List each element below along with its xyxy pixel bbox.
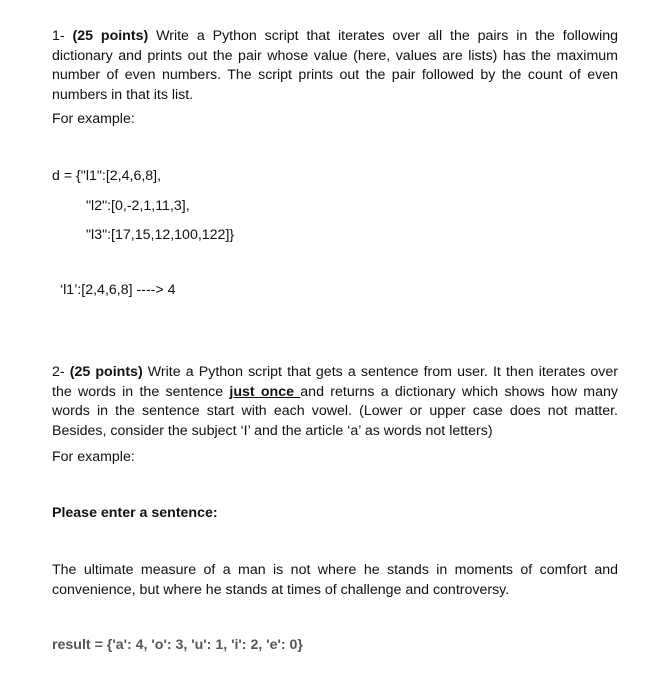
question-1-number: 1- (52, 28, 73, 44)
question-2-emphasis: just once (229, 383, 301, 400)
question-2-points: (25 points) (69, 364, 143, 380)
question-1-example-label: For example: (52, 111, 135, 127)
code-line-1: d = {"l1":[2,4,6,8], (52, 168, 162, 184)
sentence-prompt: Please enter a sentence: (52, 505, 218, 521)
question-2-result: result = {'a': 4, 'o': 3, 'u': 1, 'i': 2, 'e': 0} (52, 637, 303, 653)
example-sentence: The ultimate measure of a man is not where he stands in moments of comfort and convenience, but where he stands at times of challenge and controversy. (52, 562, 618, 598)
code-line-2: "l2":[0,-2,1,11,3], (86, 198, 190, 214)
question-2-example-label: For example: (52, 449, 135, 465)
question-1-output: ‘l1’:[2,4,6,8] ----> 4 (60, 282, 176, 298)
code-line-3: "l3":[17,15,12,100,122]} (86, 227, 235, 243)
question-2-body-start: Write a Python script that gets a sentence from user. It then iterates over the words in the sentence (52, 364, 618, 400)
question-1-body: Write a Python script that iterates over all the pairs in the following dictionary and prints out the pair whose value (here, values are lists) has the maximum number of even numbers. The script prints out the pair followed by the count of even numbers in that its list. (52, 28, 619, 103)
question-2-body-end: and returns a dictionary which shows how many words in the sentence start with each vowel. (Lower or upper case does not matter. Besides, consider the subject ‘I’ and the article ‘a’ as words not letters) (52, 383, 618, 439)
question-1-points: (25 points) (72, 28, 149, 44)
question-2-text (52, 363, 618, 441)
question-1-text (52, 27, 618, 105)
question-2-number: 2- (52, 364, 70, 380)
